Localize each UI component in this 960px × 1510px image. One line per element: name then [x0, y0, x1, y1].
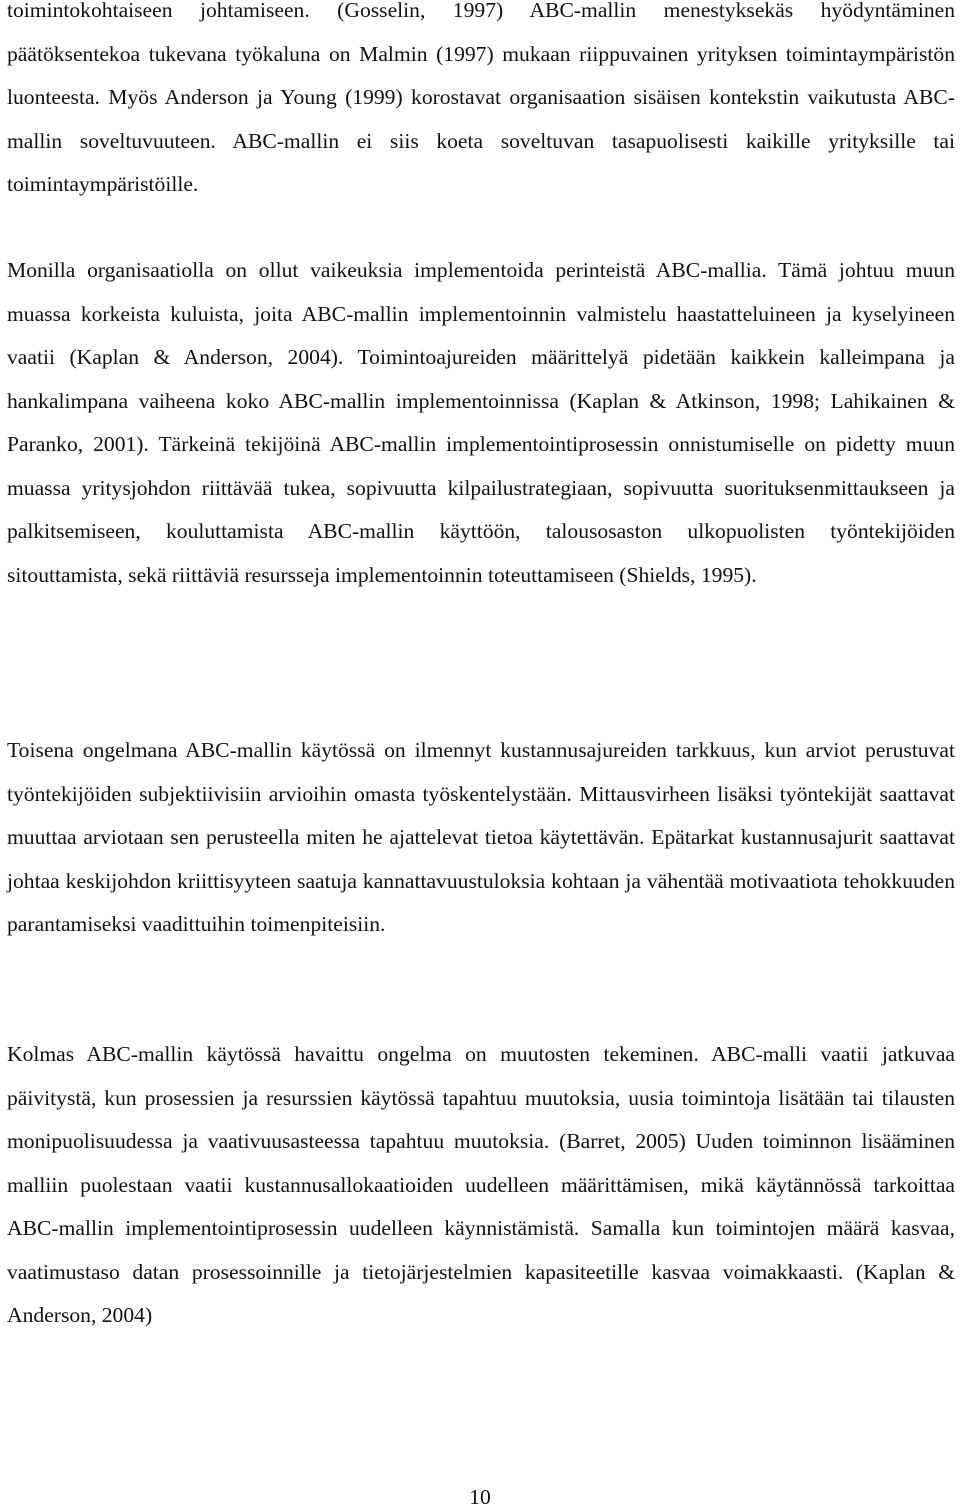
- paragraph-4: Kolmas ABC-mallin käytössä havaittu ongelma on muutosten tekeminen. ABC-malli vaatii jatkuvaa päivitystä, kun prosessien ja resurssien käytössä tapahtuu muutoksia, uusia toimintoja lisätään tai tilausten monipuolisuudessa ja vaativuusasteessa tapahtuu muutoksia. (Barret, 2005) Uuden toiminnon lisääminen malliin puolestaan vaatii kustannusallokaatioiden uudelleen määrittämisen, mikä käytännössä tarkoittaa ABC-mallin implementointiprosessin uudelleen käynnistämistä. Samalla kun toimintojen määrä kasvaa, vaatimustaso datan prosessoinnille ja tietojärjestelmien kapasiteetille kasvaa voimakkaasti. (Kaplan & Anderson, 2004): [7, 1042, 955, 1327]
- paragraph-1: toimintokohtaiseen johtamiseen. (Gosselin, 1997) ABC-mallin menestyksekäs hyödyntäminen päätöksentekoa tukevana työkaluna on Malmin (1997) mukaan riippuvainen yrityksen toimintaympäristön luonteesta. Myös Anderson ja Young (1999) korostavat organisaation sisäisen kontekstin vaikutusta ABC-mallin soveltuvuuteen. ABC-mallin ei siis koeta soveltuvan tasapuolisesti kaikille yrityksille tai toimintaympäristöille.: [7, 0, 955, 196]
- paragraph-3: Toisena ongelmana ABC-mallin käytössä on ilmennyt kustannusajureiden tarkkuus, kun arviot perustuvat työntekijöiden subjektiivisiin arvioihin omasta työskentelystään. Mittausvirheen lisäksi työntekijät saattavat muuttaa arviotaan sen perusteella miten he ajattelevat tietoa käytettävän. Epätarkat kustannusajurit saattavat johtaa keskijohdon kriittisyyteen saatuja kannattavuustuloksia kohtaan ja vähentää motivaatiota tehokkuuden parantamiseksi vaadittuihin toimenpiteisiin.: [7, 738, 955, 936]
- page-number: 10: [469, 1485, 491, 1509]
- paragraph-2: Monilla organisaatiolla on ollut vaikeuksia implementoida perinteistä ABC-mallia. Tämä johtuu muun muassa korkeista kuluista, joita ABC-mallin implementoinnin valmistelu haastatteluineen ja kyselyineen vaatii (Kaplan & Anderson, 2004). Toimintoajureiden määrittelyä pidetään kaikkein kalleimpana ja hankalimpana vaiheena koko ABC-mallin implementoinnissa (Kaplan & Atkinson, 1998; Lahikainen & Paranko, 2001). Tärkeinä tekijöinä ABC-mallin implementointiprosessin onnistumiselle on pidetty muun muassa yritysjohdon riittävää tukea, sopivuutta kilpailustrategiaan, sopivuutta suorituksenmittaukseen ja palkitsemiseen, kouluttamista ABC-mallin käyttöön, talousosaston ulkopuolisten työntekijöiden sitouttamista, sekä riittäviä resursseja implementoinnin toteuttamiseen (Shields, 1995).: [7, 258, 955, 587]
